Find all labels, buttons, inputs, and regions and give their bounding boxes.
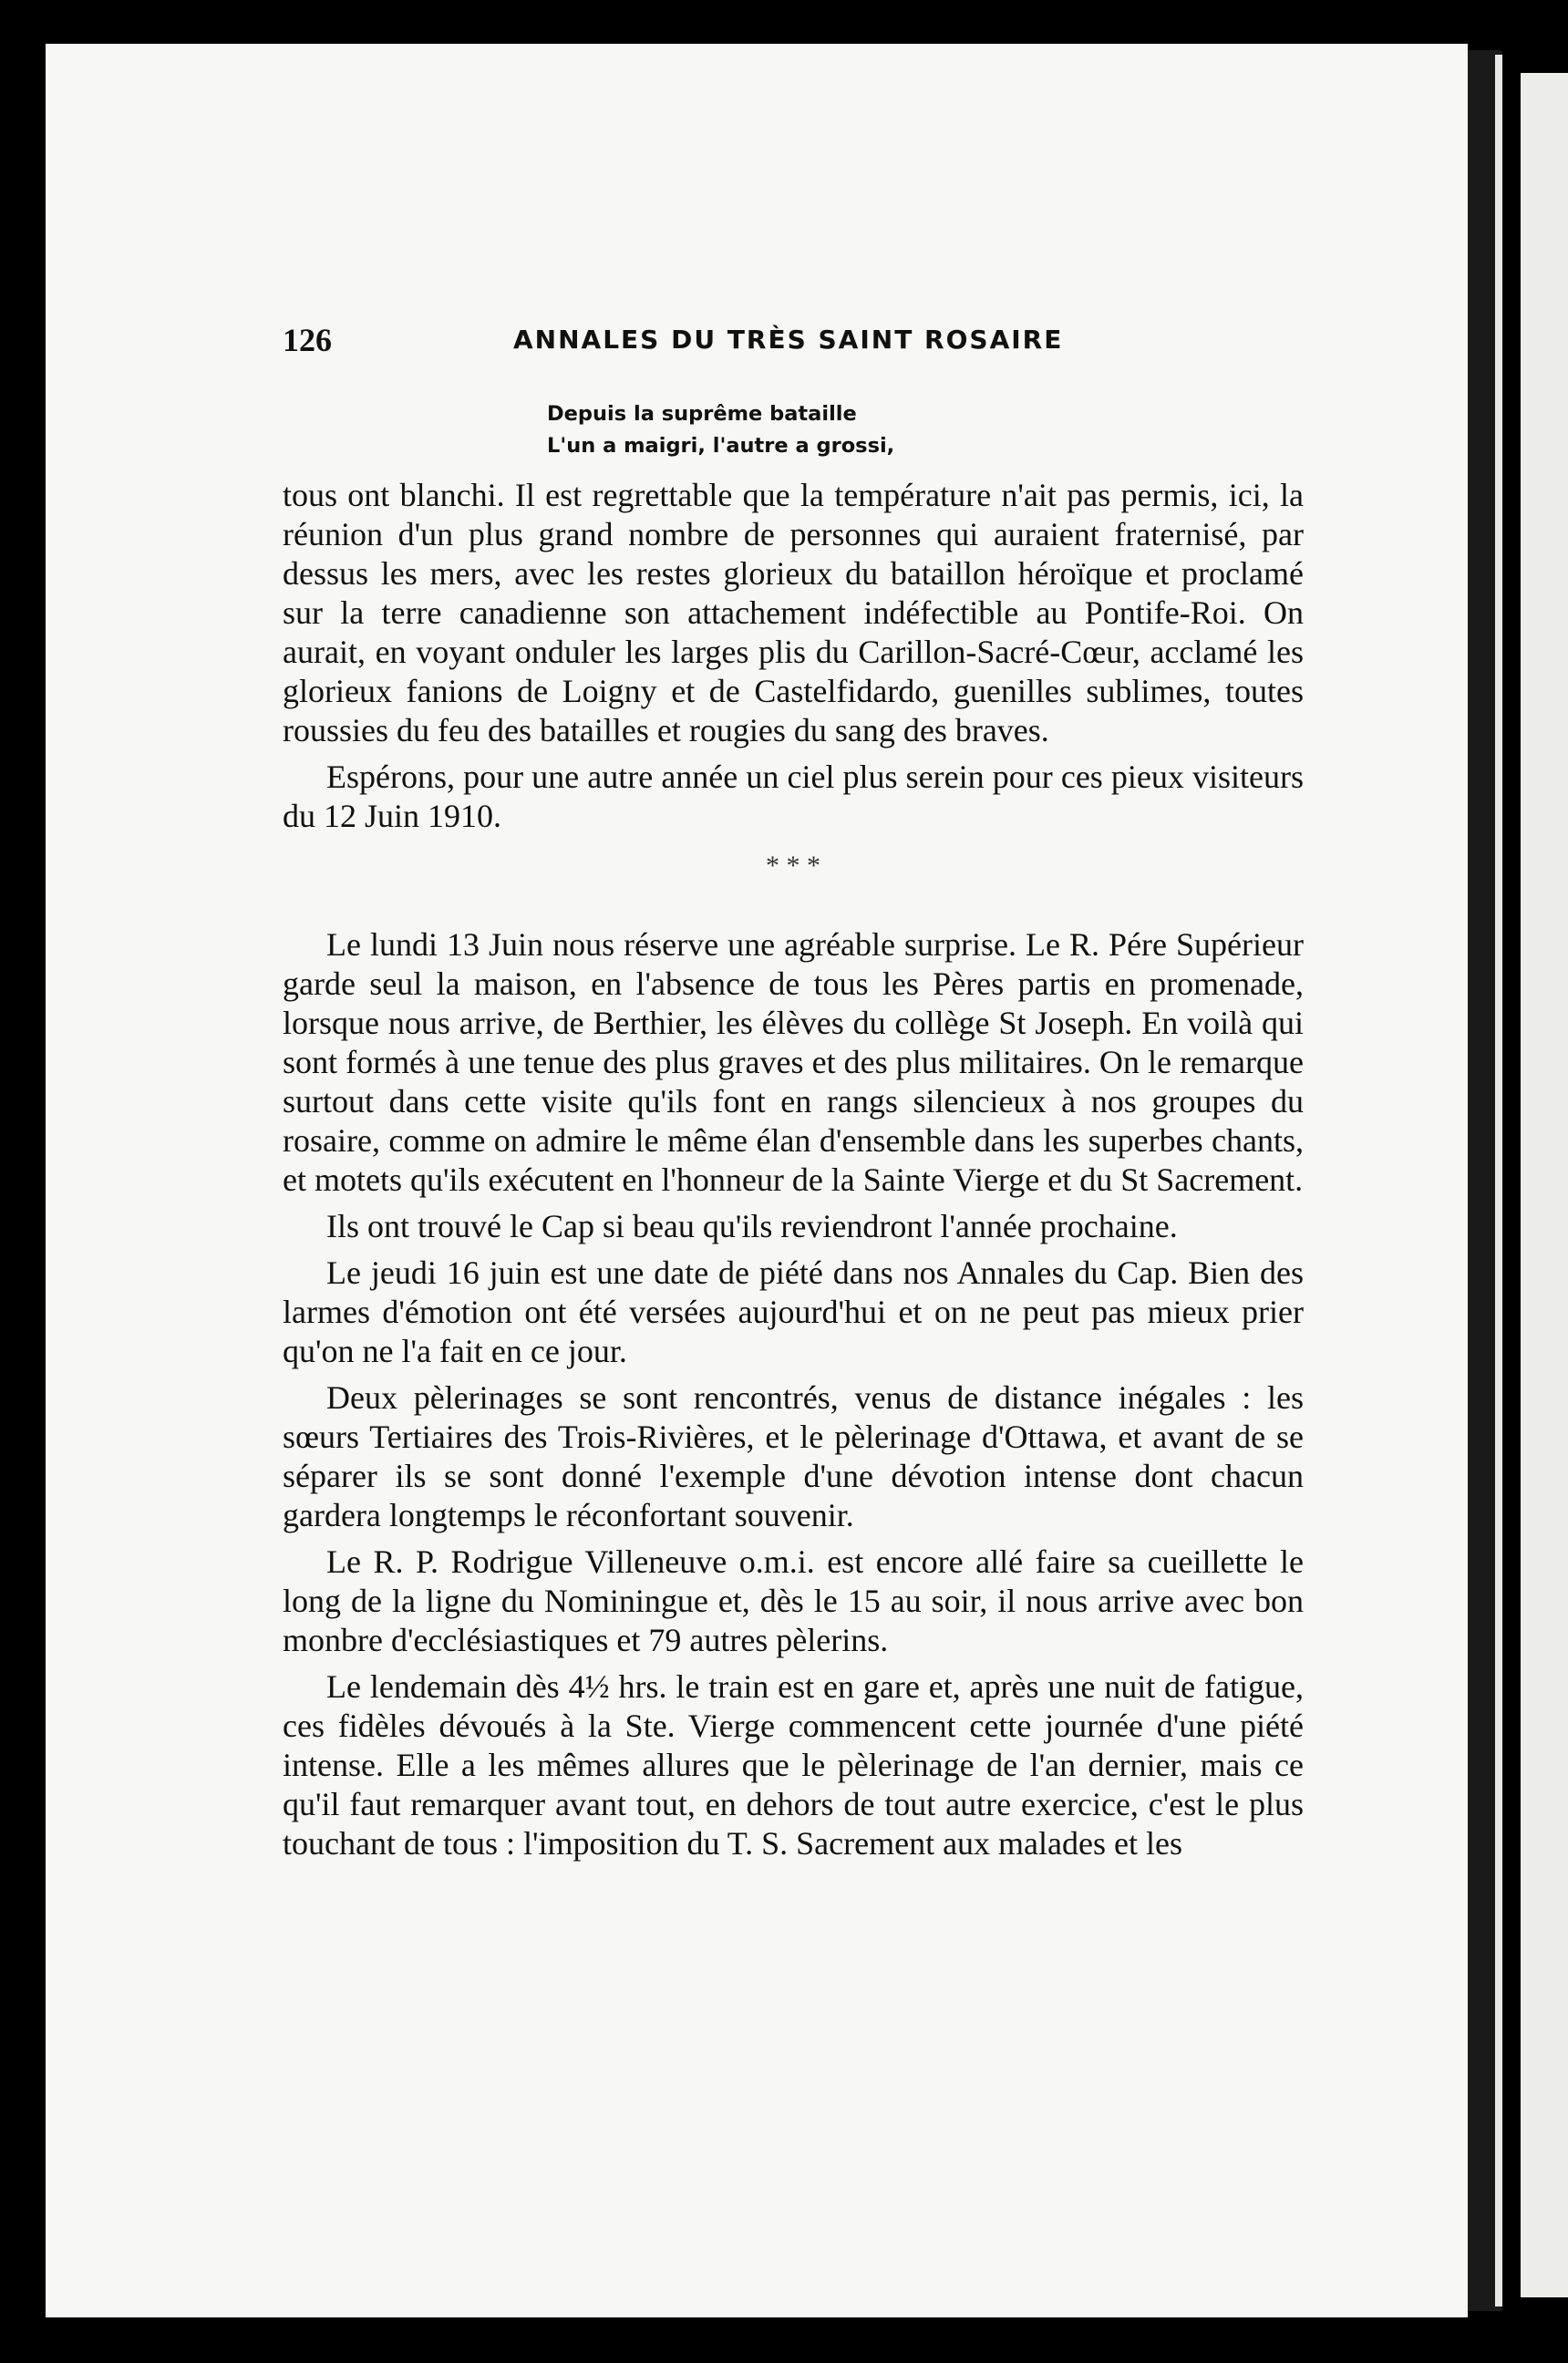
paragraph: tous ont blanchi. Il est regrettable que la température n'ait pas permis, ici, la réunion d'un plus grand nombre de personnes qui auraient fraternisé, par dessus les mers, avec les restes glorieux du bataillon héroïque et proclamé sur la terre canadienne son attachement indéfectible au Pontife-Roi. On aurait, en voyant onduler les larges plis du Carillon-Sacré-Cœur, acclamé les glorieux fanions de Loigny et de Castelfidardo, guenilles sublimes, toutes roussies du feu des batailles et rougies du sang des braves. (283, 477, 1304, 748)
paragraph: Le lendemain dès 4½ hrs. le train est en gare et, après une nuit de fatigue, ces fidèles dévoués à la Ste. Vierge commencent cette journée d'une piété intense. Elle a les mêmes allures que le pèlerinage de l'an dernier, mais ce qu'il faut remarquer avant tout, en dehors de tout autre exercice, c'est le plus touchant de tous : l'imposition du T. S. Sacrement aux malades et les (283, 1668, 1304, 1862)
verse-line: Depuis la suprême bataille (547, 402, 857, 426)
paragraph: Espérons, pour une autre année un ciel plus serein pour ces pieux visiteurs du 12 Juin 1910. (283, 758, 1304, 834)
page-number: 126 (283, 322, 332, 358)
page-header (235, 321, 1338, 366)
adjacent-page (1521, 73, 1568, 2297)
paragraph: Le jeudi 16 juin est une date de piété dans nos Annales du Cap. Bien des larmes d'émotion ont été versées aujourd'hui et on ne peut pas mieux prier qu'on ne l'a fait en ce jour. (283, 1254, 1304, 1369)
running-title: ANNALES DU TRÈS SAINT ROSAIRE (513, 325, 1064, 355)
body-text (283, 476, 1304, 1871)
section-separator: * * * (766, 851, 820, 881)
paragraph: Le R. P. Rodrigue Villeneuve o.m.i. est encore allé faire sa cueillette le long de la ligne du Nominingue et, dès le 15 au soir, il nous arrive avec bon monbre d'ecclésiastiques et 79 autres pèlerins. (283, 1543, 1304, 1658)
paragraph: Le lundi 13 Juin nous réserve une agréable surprise. Le R. Pére Supérieur garde seul la maison, en l'absence de tous les Pères partis en promenade, lorsque nous arrive, de Berthier, les élèves du collège St Joseph. En voilà qui sont formés à une tenue des plus graves et des plus militaires. On le remarque surtout dans cette visite qu'ils font en rangs silencieux à nos groupes du rosaire, comme on admire le même élan d'ensemble dans les superbes chants, et motets qu'ils exécutent en l'honneur de la Sainte Vierge et du St Sacrement. (283, 926, 1304, 1198)
page-edge (1495, 55, 1502, 2306)
paragraph: Deux pèlerinages se sont rencontrés, venus de distance inégales : les sœurs Tertiaires des Trois-Rivières, et le pèlerinage d'Ottawa, et avant de se séparer ils se sont donné l'exemple d'une dévotion intense dont chacun gardera longtemps le réconfortant souvenir. (283, 1379, 1304, 1533)
paragraph: Ils ont trouvé le Cap si beau qu'ils reviendront l'année prochaine. (326, 1208, 1178, 1244)
verse-line: L'un a maigri, l'autre a grossi, (547, 434, 895, 458)
verse-quote (547, 398, 1094, 462)
